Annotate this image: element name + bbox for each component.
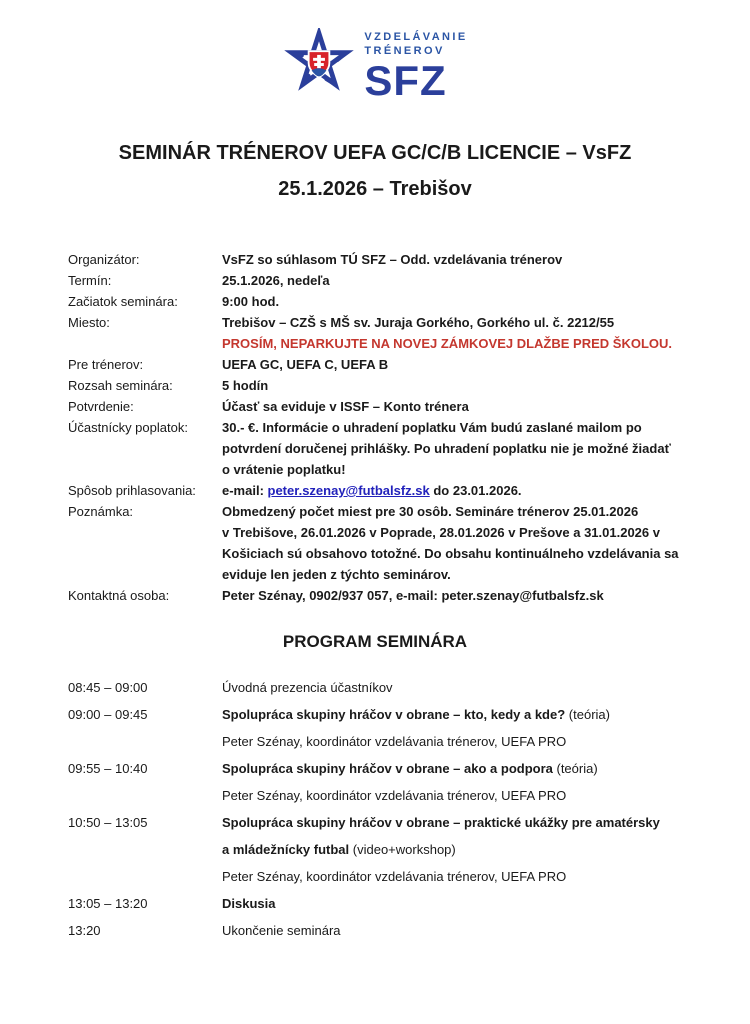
text-segment: Spolupráca skupiny hráčov v obrane – ako a podpora <box>222 761 553 776</box>
program-line <box>222 809 702 836</box>
seminar-title-line2: 25.1.2026 – Trebišov <box>278 178 472 200</box>
program-body <box>222 917 702 944</box>
program-time: 09:00 – 09:45 <box>68 707 148 722</box>
program-time: 13:20 <box>68 923 101 938</box>
text-segment: Košiciach sú obsahovo totožné. Do obsahu kontinuálneho vzdelávania sa <box>222 546 679 561</box>
logo-caption-line1: VZDELÁVANIE <box>364 31 468 43</box>
detail-value-line <box>222 312 702 333</box>
program-row <box>68 917 750 944</box>
program-body <box>222 809 702 890</box>
program-table <box>68 674 750 944</box>
program-line <box>222 782 702 809</box>
detail-value-line <box>222 249 702 270</box>
program-body <box>222 755 702 809</box>
text-segment: a mládežnícky futbal <box>222 842 350 857</box>
program-row <box>68 755 750 809</box>
program-row <box>68 809 750 890</box>
program-line <box>222 836 702 863</box>
text-segment: e-mail: <box>222 483 268 498</box>
program-time: 09:55 – 10:40 <box>68 761 148 776</box>
text-segment: Účasť sa eviduje v ISSF – Konto trénera <box>222 399 469 414</box>
detail-row <box>68 480 750 501</box>
detail-value-line <box>222 396 702 417</box>
text-segment: potvrdení doručenej prihlášky. Po uhradení poplatku nie je možné žiadať <box>222 441 671 456</box>
detail-value <box>222 249 702 270</box>
program-time: 13:05 – 13:20 <box>68 896 148 911</box>
detail-value <box>222 480 702 501</box>
text-segment: Obmedzený počet miest pre 30 osôb. Semináre trénerov 25.01.2026 <box>222 504 639 519</box>
detail-value-line <box>222 585 702 606</box>
text-segment: Peter Szénay, koordinátor vzdelávania trénerov, UEFA PRO <box>222 788 567 803</box>
program-time: 08:45 – 09:00 <box>68 680 148 695</box>
program-time: 10:50 – 13:05 <box>68 815 148 830</box>
detail-label: Poznámka: <box>68 504 134 519</box>
detail-value <box>222 501 702 585</box>
detail-value <box>222 354 702 375</box>
detail-label: Termín: <box>68 273 112 288</box>
detail-row <box>68 291 750 312</box>
text-segment: Spolupráca skupiny hráčov v obrane – praktické ukážky pre amatérsky <box>222 815 660 830</box>
program-line <box>222 674 702 701</box>
details-table <box>68 249 750 606</box>
detail-value-line <box>222 501 702 522</box>
text-segment: (video+workshop) <box>349 842 456 857</box>
logo-text <box>364 30 467 102</box>
text-segment: UEFA GC, UEFA C, UEFA B <box>222 357 389 372</box>
email-link[interactable]: peter.szenay@futbalsfz.sk <box>267 483 430 498</box>
detail-label: Rozsah seminára: <box>68 378 173 393</box>
program-row <box>68 701 750 755</box>
program-body <box>222 674 702 701</box>
detail-row <box>68 417 750 480</box>
detail-value <box>222 417 702 480</box>
program-heading: PROGRAM SEMINÁRA <box>282 632 468 651</box>
program-body <box>222 701 702 755</box>
detail-label: Spôsob prihlasovania: <box>68 483 196 498</box>
detail-value <box>222 312 702 354</box>
text-segment: Diskusia <box>222 896 276 911</box>
text-segment: Spolupráca skupiny hráčov v obrane – kto, kedy a kde? <box>222 707 566 722</box>
logo-caption-line2: TRÉNEROV <box>364 45 445 57</box>
detail-value <box>222 270 702 291</box>
text-segment: do 23.01.2026. <box>429 483 522 498</box>
detail-value <box>222 585 702 606</box>
detail-value-line <box>222 564 702 585</box>
detail-value-line <box>222 438 702 459</box>
detail-value <box>222 396 702 417</box>
detail-row <box>68 354 750 375</box>
program-row <box>68 674 750 701</box>
text-segment: VsFZ so súhlasom TÚ SFZ – Odd. vzdelávania trénerov <box>222 252 563 267</box>
text-segment: PROSÍM, NEPARKUJTE NA NOVEJ ZÁMKOVEJ DLAŽBE PRED ŠKOLOU. <box>222 336 672 351</box>
detail-value-line <box>222 333 702 354</box>
seminar-title-line1: SEMINÁR TRÉNEROV UEFA GC/C/B LICENCIE – VsFZ <box>118 142 632 164</box>
detail-row <box>68 585 750 606</box>
text-segment: Peter Szénay, koordinátor vzdelávania trénerov, UEFA PRO <box>222 869 567 884</box>
text-segment: (teória) <box>552 761 598 776</box>
text-segment: Trebišov – CZŠ s MŠ sv. Juraja Gorkého, Gorkého ul. č. 2212/55 <box>222 315 615 330</box>
text-segment: Peter Szénay, koordinátor vzdelávania trénerov, UEFA PRO <box>222 734 567 749</box>
program-line <box>222 917 702 944</box>
detail-row <box>68 501 750 585</box>
detail-value-line <box>222 354 702 375</box>
detail-row <box>68 249 750 270</box>
program-line <box>222 755 702 782</box>
program-line <box>222 863 702 890</box>
detail-value-line <box>222 480 702 501</box>
detail-value-line <box>222 522 702 543</box>
detail-value-line <box>222 291 702 312</box>
slovak-shield-icon <box>309 51 330 77</box>
text-segment: (teória) <box>565 707 610 722</box>
detail-row <box>68 312 750 354</box>
detail-value-line <box>222 375 702 396</box>
detail-value <box>222 291 702 312</box>
text-segment: 9:00 hod. <box>222 294 280 309</box>
detail-value-line <box>222 417 702 438</box>
program-body <box>222 890 702 917</box>
detail-label: Miesto: <box>68 315 110 330</box>
detail-row <box>68 396 750 417</box>
detail-label: Potvrdenie: <box>68 399 134 414</box>
detail-label: Pre trénerov: <box>68 357 144 372</box>
detail-row <box>68 375 750 396</box>
program-line <box>222 701 702 728</box>
detail-label: Kontaktná osoba: <box>68 588 170 603</box>
text-segment: 30.- €. Informácie o uhradení poplatku Vám budú zaslané mailom po <box>222 420 642 435</box>
text-segment: Úvodná prezencia účastníkov <box>222 680 393 695</box>
logo-sfz-text: SFZ <box>364 57 447 104</box>
text-segment: 5 hodín <box>222 378 269 393</box>
sfz-star-icon <box>282 28 356 104</box>
detail-label: Účastnícky poplatok: <box>68 420 188 435</box>
detail-value-line <box>222 459 702 480</box>
detail-value-line <box>222 543 702 564</box>
detail-value-line <box>222 270 702 291</box>
text-segment: v Trebišove, 26.01.2026 v Poprade, 28.01.2026 v Prešove a 31.01.2026 v <box>222 525 660 540</box>
program-row <box>68 890 750 917</box>
detail-row <box>68 270 750 291</box>
text-segment: o vrátenie poplatku! <box>222 462 346 477</box>
detail-value <box>222 375 702 396</box>
text-segment: Ukončenie seminára <box>222 923 341 938</box>
text-segment: 25.1.2026, nedeľa <box>222 273 330 288</box>
text-segment: eviduje len jeden z týchto seminárov. <box>222 567 451 582</box>
sfz-logo <box>0 0 750 104</box>
program-line <box>222 890 702 917</box>
program-line <box>222 728 702 755</box>
text-segment: Peter Szénay, 0902/937 057, e-mail: peter.szenay@futbalsfz.sk <box>222 588 604 603</box>
detail-label: Organizátor: <box>68 252 140 267</box>
detail-label: Začiatok seminára: <box>68 294 178 309</box>
